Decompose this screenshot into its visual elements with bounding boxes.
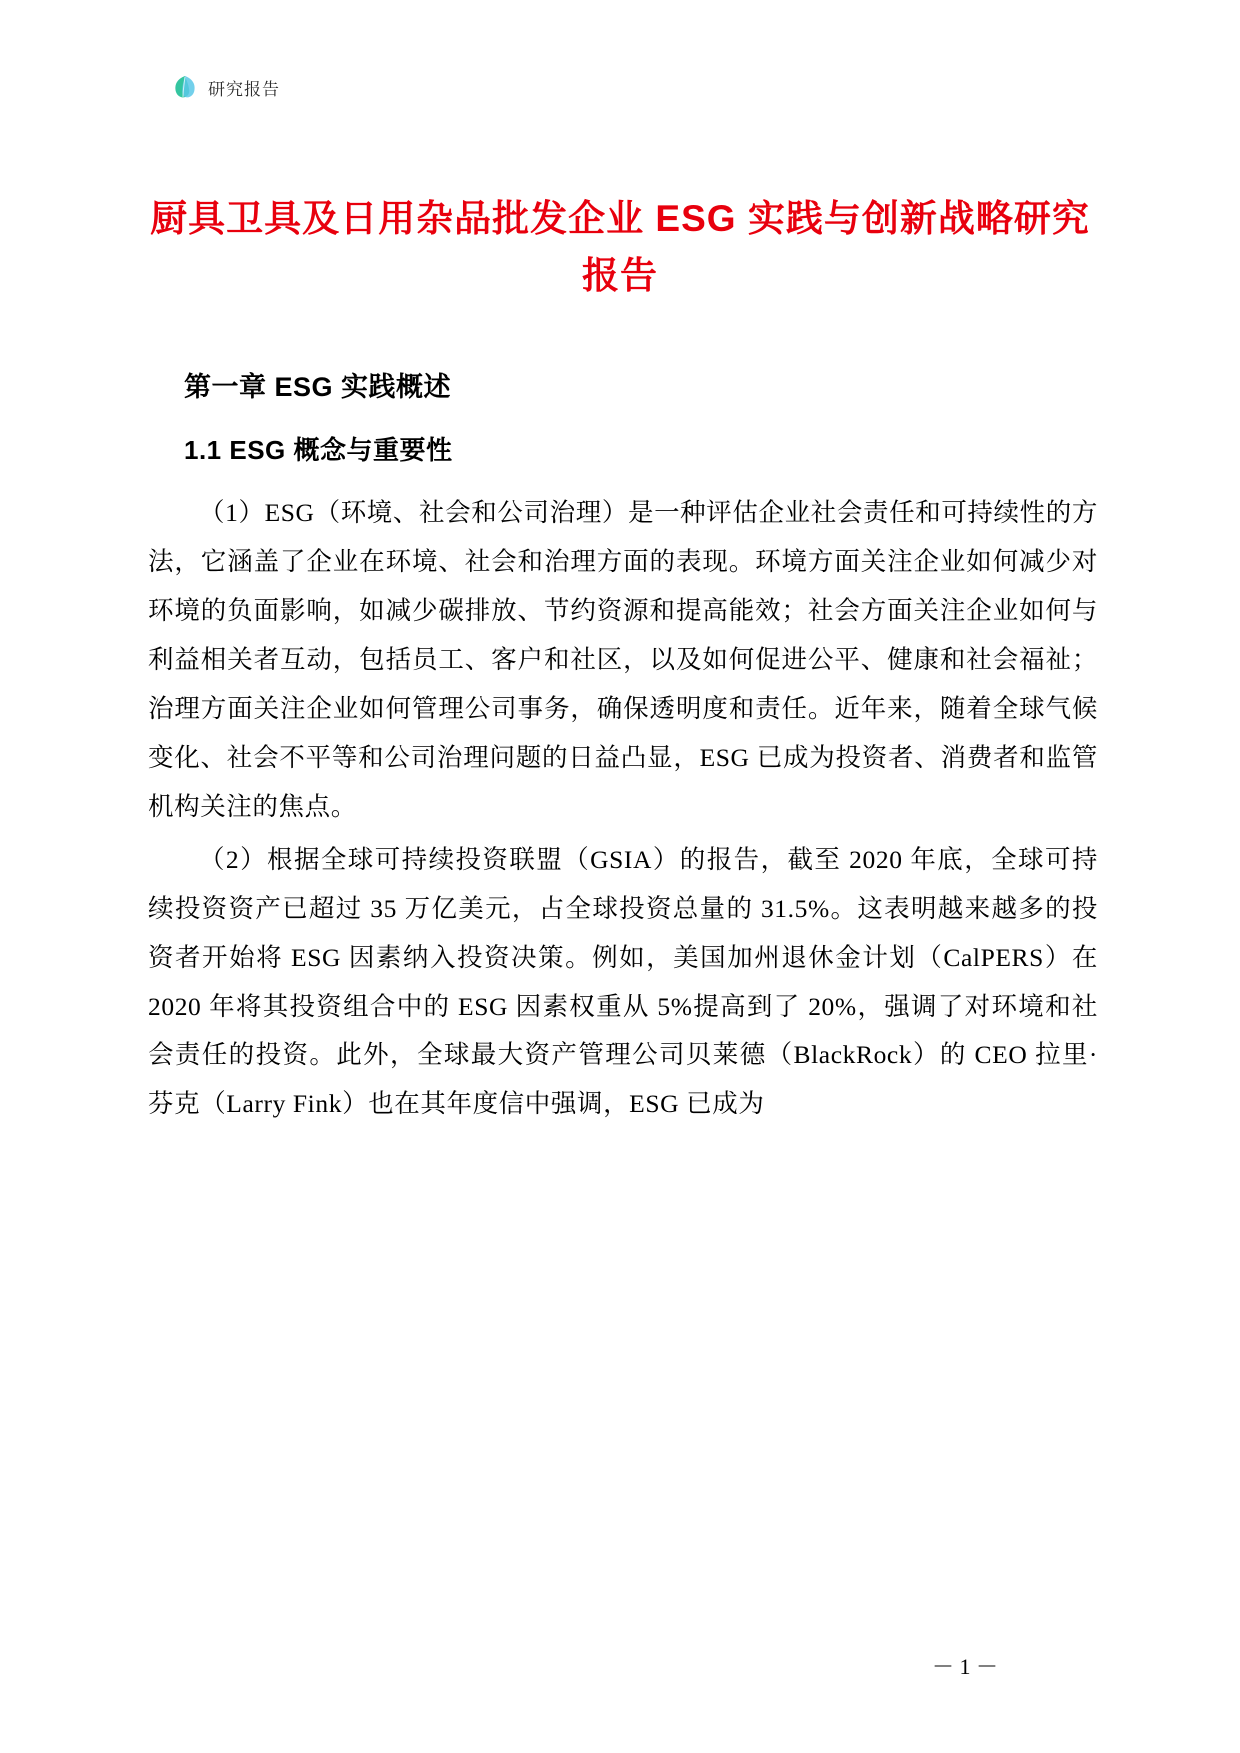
paragraph: （1）ESG（环境、社会和公司治理）是一种评估企业社会责任和可持续性的方法，它涵盖了企业在环境、社会和治理方面的表现。环境方面关注企业如何减少对环境的负面影响，如减少碳排放、节约资源和提高能效；社会方面关注企业如何与利益相关者互动，包括员工、客户和社区，以及如何促进公平、健康和社会福祉；治理方面关注企业如何管理公司事务，确保透明度和责任。近年来，随着全球气候变化、社会不平等和公司治理问题的日益凸显，ESG 已成为投资者、消费者和监管机构关注的焦点。 [148, 498, 1098, 821]
chapter-heading: 第一章 ESG 实践概述 [184, 372, 452, 402]
header-logo [170, 72, 280, 102]
logo-label: 研究报告 [208, 79, 280, 99]
section-heading: 1.1 ESG 概念与重要性 [184, 435, 453, 465]
page-number-text: － 1 － [931, 1654, 998, 1679]
paragraph: （2）根据全球可持续投资联盟（GSIA）的报告，截至 2020 年底，全球可持续投资资产已超过 35 万亿美元，占全球投资总量的 31.5%。这表明越来越多的投资者开始将 ESG 因素纳入投资决策。例如，美国加州退休金计划（CalPERS）在 2020 年将其投资组合中的 ESG 因素权重从 5%提高到了 20%，强调了对环境和社会责任的投资。此外，全球最大资产管理公司贝莱德（BlackRock）的 CEO 拉里·芬克（Larry Fink）也在其年度信中强调，ESG 已成为 [148, 844, 1098, 1119]
document-body [148, 365, 1098, 1133]
leaf-logo-icon [170, 72, 200, 102]
page-number [0, 1650, 1240, 1681]
page-title: 厨具卫具及日用杂品批发企业 ESG 实践与创新战略研究报告 [150, 198, 1090, 297]
